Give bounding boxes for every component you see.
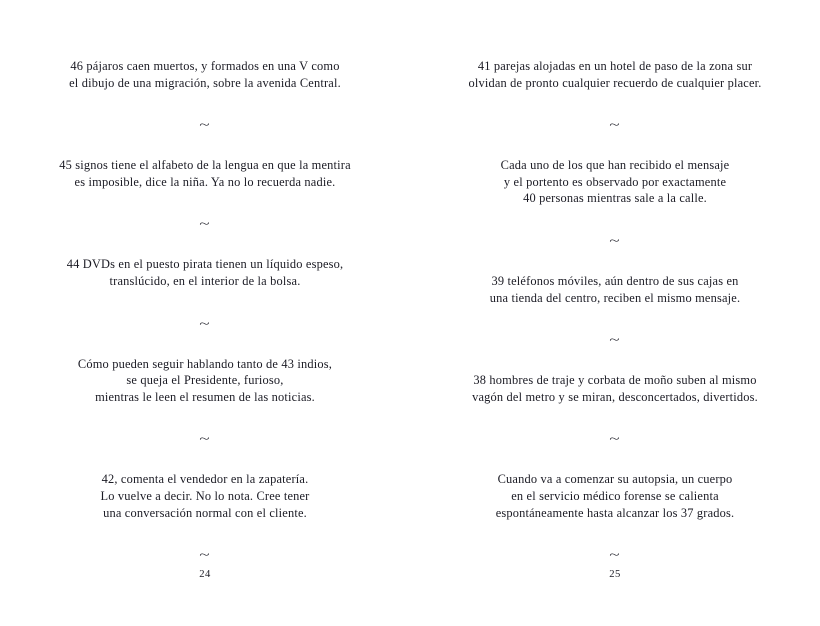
- tilde-glyph: ~: [609, 234, 621, 247]
- stanza: [18, 256, 392, 289]
- stanza: [428, 58, 802, 91]
- stanza: [18, 471, 392, 521]
- stanza-line: 40 personas mientras sale a la calle.: [523, 191, 707, 206]
- tilde-glyph: ~: [609, 118, 621, 131]
- stanza-line: 39 teléfonos móviles, aún dentro de sus cajas en: [491, 273, 739, 288]
- tilde-glyph: ~: [199, 317, 211, 329]
- page-right-content: [410, 0, 820, 587]
- stanza-separator-tilde-icon: [18, 317, 392, 330]
- stanza-line: 46 pájaros caen muertos, y formados en una V como: [70, 59, 340, 73]
- stanza: [18, 356, 392, 406]
- stanza-line: en el servicio médico forense se calienta: [511, 488, 719, 503]
- stanza-line: translúcido, en el interior de la bolsa.: [109, 273, 301, 288]
- tilde-glyph: ~: [609, 333, 621, 346]
- stanza-line: 44 DVDs en el puesto pirata tienen un líquido espeso,: [66, 257, 344, 272]
- stanza: [428, 273, 802, 306]
- stanza-line: es imposible, dice la niña. Ya no lo recuerda nadie.: [74, 174, 336, 189]
- tilde-glyph: ~: [199, 432, 211, 445]
- stanza-line: 38 hombres de traje y corbata de moño suben al mismo: [473, 373, 757, 388]
- tilde-glyph: ~: [609, 548, 621, 561]
- page-right: [410, 0, 820, 626]
- stanza-line: Cuando va a comenzar su autopsia, un cuerpo: [497, 472, 733, 487]
- stanza-separator-tilde-icon: [428, 118, 802, 131]
- stanza: [428, 471, 802, 521]
- page-left-content: [0, 0, 410, 587]
- stanza-line: olvidan de pronto cualquier recuerdo de cualquier placer.: [468, 75, 762, 90]
- tilde-glyph: ~: [199, 118, 211, 131]
- stanza-line: Cómo pueden seguir hablando tanto de 43 indios,: [77, 356, 333, 371]
- stanza-line: Lo vuelve a decir. No lo nota. Cree tener: [100, 488, 310, 503]
- stanza: [428, 372, 802, 405]
- tilde-glyph: ~: [199, 548, 211, 561]
- stanza-line: espontáneamente hasta alcanzar los 37 grados.: [495, 505, 735, 520]
- stanza-line: una tienda del centro, reciben el mismo mensaje.: [489, 290, 741, 305]
- stanza-separator-tilde-icon: [428, 548, 802, 561]
- page-number-left: 24: [199, 569, 211, 580]
- stanza-line: se queja el Presidente, furioso,: [126, 373, 284, 388]
- stanza-line: 41 parejas alojadas en un hotel de paso de la zona sur: [477, 59, 753, 73]
- stanza-line: el dibujo de una migración, sobre la avenida Central.: [69, 75, 341, 90]
- tilde-glyph: ~: [199, 218, 211, 230]
- stanza-line: mientras le leen el resumen de las noticias.: [95, 389, 315, 404]
- stanza-line: vagón del metro y se miran, desconcertados, divertidos.: [472, 389, 758, 404]
- stanza-separator-tilde-icon: [18, 217, 392, 230]
- stanza-separator-tilde-icon: [428, 333, 802, 346]
- stanza-line: y el portento es observado por exactamente: [503, 174, 727, 189]
- stanza-separator-tilde-icon: [18, 118, 392, 131]
- stanza-line: una conversación normal con el cliente.: [103, 505, 307, 520]
- stanza-line: 42, comenta el vendedor en la zapatería.: [101, 472, 309, 487]
- page-number-right: 25: [609, 569, 621, 580]
- stanza-separator-tilde-icon: [18, 548, 392, 561]
- tilde-glyph: ~: [609, 432, 621, 445]
- stanza-separator-tilde-icon: [428, 234, 802, 247]
- stanza-separator-tilde-icon: [18, 432, 392, 445]
- stanza: [428, 157, 802, 207]
- stanza: [18, 58, 392, 91]
- stanza-line: 45 signos tiene el alfabeto de la lengua en que la mentira: [59, 158, 351, 173]
- stanza-separator-tilde-icon: [428, 432, 802, 445]
- stanza-line: Cada uno de los que han recibido el mensaje: [500, 158, 730, 173]
- stanza: [18, 157, 392, 190]
